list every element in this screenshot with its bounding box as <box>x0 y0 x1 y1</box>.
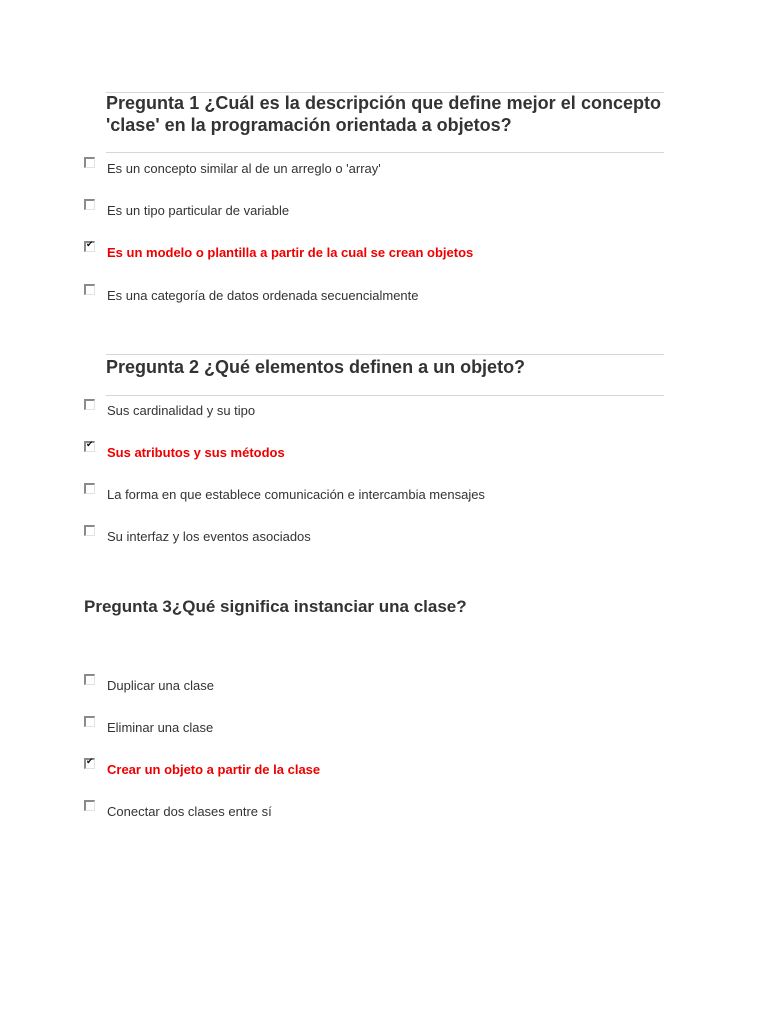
option-label: Su interfaz y los eventos asociados <box>107 529 311 544</box>
question-1-bottom-divider <box>106 152 664 153</box>
option-label-correct: Sus atributos y sus métodos <box>107 445 285 460</box>
option-label: La forma en que establece comunicación e intercambia mensajes <box>107 487 485 502</box>
option-label: Conectar dos clases entre sí <box>107 804 272 819</box>
question-1-title: Pregunta 1 ¿Cuál es la descripción que define mejor el concepto 'clase' en la programación orientada a objetos? <box>106 93 661 135</box>
checkbox-icon[interactable] <box>84 483 95 494</box>
checkbox-icon[interactable] <box>84 157 95 168</box>
checkmark-icon: ✔ <box>86 239 94 249</box>
question-2-top-divider <box>106 354 664 355</box>
checkbox-icon[interactable] <box>84 284 95 295</box>
checkbox-checked-icon[interactable] <box>84 441 95 452</box>
checkbox-checked-icon[interactable] <box>84 758 95 769</box>
question-2-bottom-divider <box>106 395 664 396</box>
option-label: Duplicar una clase <box>107 678 214 693</box>
checkbox-icon[interactable] <box>84 800 95 811</box>
question-3-title: Pregunta 3¿Qué significa instanciar una clase? <box>84 597 467 616</box>
option-label: Eliminar una clase <box>107 720 214 735</box>
option-label-correct: Es un modelo o plantilla a partir de la cual se crean objetos <box>107 245 474 260</box>
checkbox-icon[interactable] <box>84 525 95 536</box>
option-label: Es un concepto similar al de un arreglo o 'array' <box>107 161 381 176</box>
checkbox-icon[interactable] <box>84 399 95 410</box>
checkmark-icon: ✔ <box>86 439 94 449</box>
option-label-correct: Crear un objeto a partir de la clase <box>107 762 321 777</box>
option-label: Sus cardinalidad y su tipo <box>107 403 256 418</box>
option-label: Es un tipo particular de variable <box>107 203 290 218</box>
question-2-title: Pregunta 2 ¿Qué elementos definen a un objeto? <box>106 357 526 377</box>
checkmark-icon: ✔ <box>86 756 94 766</box>
checkbox-icon[interactable] <box>84 674 95 685</box>
checkbox-icon[interactable] <box>84 199 95 210</box>
option-label: Es una categoría de datos ordenada secuencialmente <box>107 288 419 303</box>
checkbox-icon[interactable] <box>84 716 95 727</box>
checkbox-checked-icon[interactable] <box>84 241 95 252</box>
